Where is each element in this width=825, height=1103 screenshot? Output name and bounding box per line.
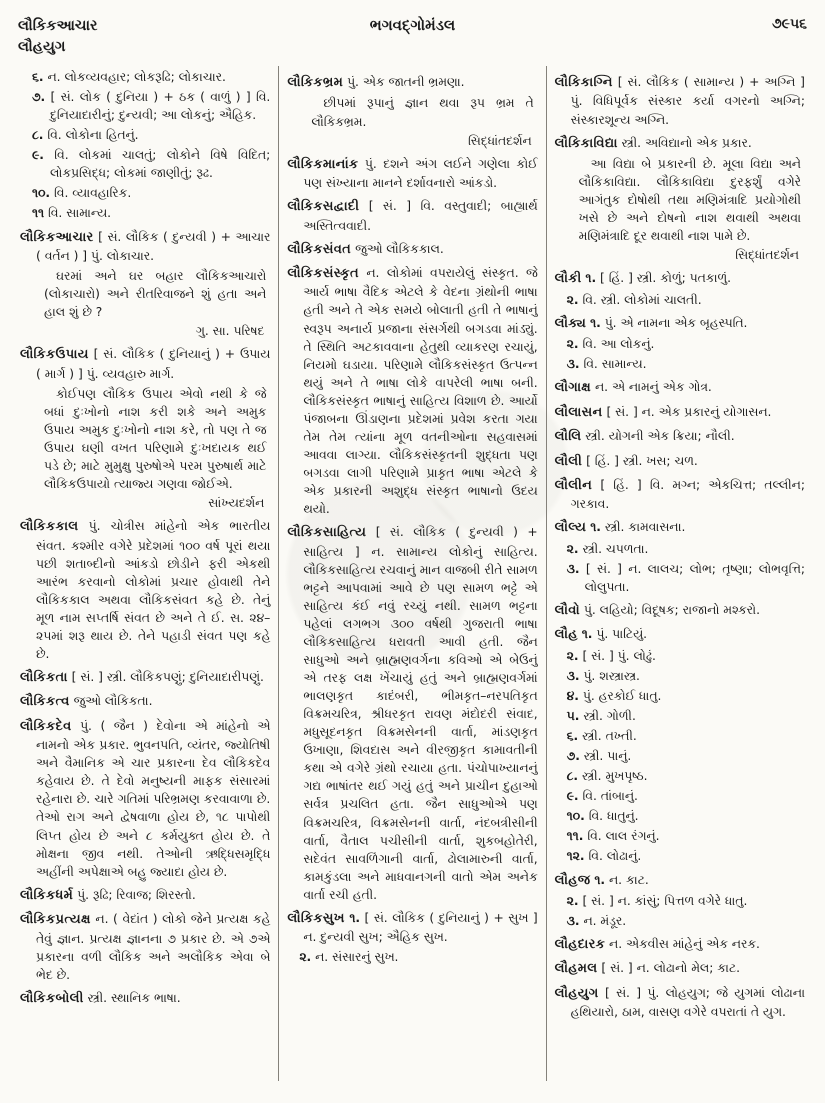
entry-text: [ સં. ] ન. એક પ્રકારનું યોગાસન. xyxy=(606,404,772,419)
dictionary-entry xyxy=(555,427,805,446)
dictionary-entry xyxy=(20,989,270,1008)
dictionary-entry xyxy=(20,345,270,382)
dictionary-entry xyxy=(20,692,270,711)
dictionary-entry xyxy=(555,625,805,644)
sense-number: ૨. xyxy=(566,648,579,663)
entry-headword: લૌકિકકાલ xyxy=(20,519,79,535)
dictionary-entry xyxy=(555,403,805,422)
entry-headword: લૌકિકપ્રત્યક્ષ xyxy=(20,912,91,928)
quote-text: આ વિદ્યા બે પ્રકારની છે. મૂલા વિદ્યા અને લૌકિકાવિદ્યા. લૌકિકાવિદ્યા દુરફર્શું વગેરે આગંતુક દોષોથી તથા મણિમંત્રાદિ પ્રયોગોથી ખસે છે અને દોષનો નાશ થવાથી અથવા મણિમંત્રાદિ દૂર થવાથી નાશ પામે છે. xyxy=(578,156,801,244)
entry-text: [ હિં. ] સ્ત્રી. ખસ; ચળ. xyxy=(586,453,698,468)
sense-number: ૯. xyxy=(32,148,44,163)
dictionary-entry xyxy=(555,984,805,1021)
quote-line xyxy=(311,94,533,130)
entry-text: પું. દશને અંગ લઈને ગણેલા કોઈ પણ સંખ્યાના માનને દર્શાવનારો આંકડો. xyxy=(303,156,538,191)
text-columns xyxy=(12,66,813,1081)
entry-text: [ સં. ] ન. લોઢાનો મેલ; કાટ. xyxy=(601,961,741,976)
dictionary-entry xyxy=(20,517,270,663)
sense-number: ૯. xyxy=(566,789,579,804)
entry-text: સ્ત્રી. યોગની એક ક્રિયા; નૌલી. xyxy=(585,429,735,444)
sense-line xyxy=(555,335,805,353)
entry-text: વિ. લાલ રંગનું. xyxy=(587,829,660,844)
column-3 xyxy=(546,66,813,1081)
entry-headword: લૌહ xyxy=(554,627,578,643)
dictionary-entry xyxy=(20,228,270,265)
quote-line xyxy=(579,155,801,245)
dictionary-entry xyxy=(555,452,805,471)
sense-number: ૩. xyxy=(566,357,580,372)
entry-headword: લૌલી xyxy=(554,453,583,469)
dictionary-entry xyxy=(555,518,805,537)
entry-text: ન. એકવીસ માંહેનું એક નરક. xyxy=(609,937,760,952)
dictionary-entry xyxy=(20,886,270,905)
sense-line xyxy=(20,126,270,144)
entry-text: [ સં. ] પું. લોઢું. xyxy=(582,648,656,663)
entry-text: સ્ત્રી. કામવાસના. xyxy=(604,520,686,535)
sense-number: ૬. xyxy=(32,70,44,85)
book-title: ભગવદ્ગોમંડલ xyxy=(369,16,456,34)
entry-text: પું. ચોત્રીસ માંહેનો એક ભારતીય સંવત. કશ્મીર વગેરે પ્રદેશમાં ૧૦૦ વર્ષ પૂરાં થયા પછી શતાબ્દીનો આંકડો છોડીને ફરી એકથી આરંભ કરવાનો લોકોમાં પ્રચાર હોવાથી તેને લૌકિકકાલ અથવા લૌકિકસંવત કહે છે. તેનું મૂળ નામ સપ્તર્ષિ સંવત છે અને તે ઈ. સ. ૨૪–૨૫માં શરૂ થાય છે. તેને પહાડી સંવત પણ કહે છે. xyxy=(36,519,271,661)
sense-number: ૧૧ xyxy=(32,206,45,221)
entry-headword: લૌકિકઆચાર xyxy=(20,229,94,245)
attribution-line xyxy=(555,246,799,264)
sense-line xyxy=(555,787,805,805)
sense-line xyxy=(555,747,805,765)
entry-text: [ સં. લૌકિક ( દુન્યવી ) + આચાર ( વર્તન ) ] પું. લોકાચાર. xyxy=(36,229,271,263)
dictionary-entry xyxy=(20,668,270,687)
entry-headword: લૌકિકસંસ્કૃત xyxy=(287,265,359,281)
entry-text: સ્ત્રી. અવિદ્યાનો એક પ્રકાર. xyxy=(621,135,752,150)
sense-line xyxy=(555,807,805,825)
sense-line xyxy=(555,847,805,865)
sense-number: ૧. xyxy=(590,520,601,535)
dictionary-entry xyxy=(555,935,805,954)
dictionary-entry xyxy=(555,314,805,333)
sense-line xyxy=(20,184,270,202)
dictionary-entry xyxy=(287,197,537,234)
sense-line xyxy=(20,88,270,124)
entry-text: વિ. સામાન્ય. xyxy=(583,357,647,372)
entry-text: [ સં. ] સ્ત્રી. લૌકિકપણું; દુનિયાદારીપણું. xyxy=(71,670,264,684)
entry-text: [ હિં. ] વિ. મગ્ન; એકચિત્ત; તલ્લીન; ગરકાવ. xyxy=(570,477,805,512)
source-attribution: સિદ્ધાંતદર્શન xyxy=(467,133,532,148)
entry-headword: લૌકિકબોલી xyxy=(20,990,84,1006)
sense-number: ૧. xyxy=(585,271,597,286)
sense-line xyxy=(555,767,805,785)
sense-line xyxy=(20,68,270,86)
entry-text: વિ. ધાતુનું. xyxy=(588,809,639,824)
sense-number: ૬. xyxy=(566,729,579,744)
sense-line xyxy=(555,667,805,685)
sense-number: ૪. xyxy=(566,688,579,703)
entry-text: પું. પાટિયું. xyxy=(596,627,648,642)
entry-headword: લૌલ્ય xyxy=(554,520,587,536)
entry-headword: લૌકિકઉપાય xyxy=(20,347,89,363)
sense-number: ૨. xyxy=(566,337,579,352)
running-head-first-word: લૌકિકઆચાર xyxy=(18,18,98,34)
entry-headword: લૌગાક્ષ xyxy=(554,380,592,396)
entry-text: પું. એક જાતની ભ્રમણા. xyxy=(347,75,465,90)
entry-text: ન. લોકવ્યવહાર; લોકરૂઢિ; લોકાચાર. xyxy=(47,70,226,85)
entry-text: વિ. સ્ત્રી. લોકોમાં ચાલતી. xyxy=(582,292,702,307)
dictionary-entry xyxy=(555,269,805,288)
dictionary-entry xyxy=(555,134,805,153)
entry-text: પું. એ નામના એક બૃહસ્પતિ. xyxy=(604,315,748,330)
sense-line xyxy=(555,707,805,725)
sense-number: ૨. xyxy=(566,893,579,908)
entry-text: સ્ત્રી. મુખપૃષ્ઠ. xyxy=(582,769,648,784)
entry-text: ન. સંસારનું સુખ. xyxy=(315,950,399,965)
sense-number: ૩. xyxy=(566,914,580,928)
entry-headword: લૌકિકભ્રમ xyxy=(287,75,344,91)
sense-number: ૨. xyxy=(566,292,579,307)
sense-number: ૭. xyxy=(566,749,580,764)
sense-line xyxy=(555,827,805,845)
entry-text: [ સં. ] ન. લાલચ; લોભ; તૃષ્ણા; લોભવૃત્તિ; લોલુપતા. xyxy=(584,561,805,594)
sense-number: ૧. xyxy=(349,910,361,925)
quote-line xyxy=(44,267,266,321)
sense-number: ૮. xyxy=(32,128,44,143)
entry-headword: લૌકિકસંવત xyxy=(287,241,352,257)
entry-text: સ્ત્રી. તખ્તી. xyxy=(582,729,637,744)
dictionary-entry xyxy=(555,959,805,978)
source-attribution: સિદ્ધાંતદર્શન xyxy=(735,248,799,263)
column-1 xyxy=(12,66,278,1081)
sense-number: ૩. xyxy=(566,668,580,683)
page-number: ૭૯૫૬ xyxy=(771,16,807,32)
sense-number: ૫. xyxy=(566,709,580,724)
source-attribution: સાંખ્યદર્શન xyxy=(208,496,265,511)
dictionary-entry xyxy=(287,73,537,92)
sense-line xyxy=(287,948,537,966)
entry-text: ન. કાટ. xyxy=(609,872,649,887)
sense-line xyxy=(555,560,805,596)
entry-text: વિ. વ્યાવહારિક. xyxy=(54,186,132,201)
entry-headword: લૌક્ય xyxy=(554,315,587,331)
entry-text: જુઓ લૌકિકકાલ. xyxy=(355,241,444,256)
dictionary-entry xyxy=(555,73,805,129)
entry-headword: લૌકિકસાહિત્ય xyxy=(287,525,367,541)
quote-text: છીપમાં રૂપાનું જ્ઞાન થવા રૂપ ભ્રમ તે લૌકિકભ્રમ. xyxy=(311,96,534,129)
dictionary-entry xyxy=(20,910,270,984)
sense-line xyxy=(555,647,805,665)
entry-text: [ સં. લૌકિક ( સામાન્ય ) + અગ્નિ ] પું. વિધિપૂર્વક સંસ્કાર કર્યા વગરનો અગ્નિ; સંસ્કારશૂન્ય અગ્નિ. xyxy=(570,75,805,127)
entry-text: વિ. લોઢાનું. xyxy=(588,849,642,864)
attribution-line xyxy=(287,132,531,150)
entry-text: સ્ત્રી. પાનું. xyxy=(583,749,632,764)
entry-headword: લૌલાસન xyxy=(554,404,603,420)
sense-number: ૧. xyxy=(594,872,606,887)
quote-line xyxy=(44,385,266,493)
sense-line xyxy=(555,355,805,373)
entry-headword: લૌકિકમાનાંક xyxy=(287,156,359,172)
sense-number: ૨. xyxy=(566,541,579,556)
entry-headword: લૌહજ xyxy=(554,872,591,888)
entry-headword: લૌકિકસદ્વાદી xyxy=(287,199,360,215)
entry-text: [ સં. ] વિ. વસ્તુવાદી; બાહ્યાર્થ અસ્તિત્વવાદી. xyxy=(303,199,538,233)
entry-text: વિ. સામાન્ય. xyxy=(47,206,112,221)
sense-number: ૧. xyxy=(581,627,593,642)
entry-headword: લૌકિકત્વ xyxy=(20,694,70,710)
sense-line xyxy=(555,687,805,705)
entry-text: [ સં. લૌકિક ( દુનિયાનું ) + ઉપાય ( માર્ગ ) ] પું. વ્યવહારુ માર્ગ. xyxy=(36,347,271,381)
attribution-line xyxy=(20,322,264,340)
entry-text: પું. લહિયો; વિદૂષક; રાજાનો મશ્કરો. xyxy=(583,603,761,618)
entry-text: [ સં. લૌકિક ( દુન્યવી ) + સાહિત્ય ] ન. સામાન્ય લોકોનું સાહિત્ય. લૌકિકસાહિત્ય રચવાનું માન વાજબી રીતે સામળ ભટ્ટને આપવામાં આવે છે પણ સામળ ભટ્ટે એ સાહિત્ય કંઈ નવું રચ્યું નથી. સામળ ભટ્ટના પહેલાં લગભગ ૩૦૦ વર્ષથી ગુજરાતી ભાષા લૌકિકસાહિત્ય ધરાવતી આવી હતી. જૈન સાધુઓ અને બ્રાહ્મણવર્ગના કવિઓ એ બેઉનું એ તરફ લક્ષ ખેંચાયું હતું અને બ્રાહ્મણવર્ગમાં ભાલણકૃત કાદંબરી, ભીમકૃત–નરપતિકૃત વિક્રમચરિત્ર, શ્રીધરકૃત રાવણ મંદોદરી સંવાદ, મધુસૂદનકૃત વિક્રમસેનની વાર્તા, માંડણકૃત ઉખાણા, શિવદાસ અને વીરજીકૃત કામાવતીની કથા એ વગેરે ગ્રંથો રચાયા હતા. પંચોપાખ્યાનનું ગદ્ય ભાષાંતર થઈ ગયું હતું અને પ્રાચીન દુહાઓ સર્વત્ર પ્રચલિત હતા. જૈન સાધુઓએ પણ વિક્રમચરિત્ર, વિક્રમસેનની વાર્તા, નંદબત્રીસીની વાર્તા, વૈતાલ પચીસીની વાર્તા, શુકબહોતેરી, સદેવંત સાવળિંગાની વાર્તા, ઢોલામારુની વાર્તા, કામકુંડલા અને માધવાનગની વાતો એમ અનેક વાર્તા રચી હતી. xyxy=(303,525,538,902)
sense-line xyxy=(555,540,805,558)
entry-headword: લૌકિકતા xyxy=(20,670,68,685)
entry-text: ન. ( વેદાંત ) લોકો જેને પ્રત્યક્ષ કહે તેવું જ્ઞાન. પ્રત્યક્ષ જ્ઞાનના ૭ પ્રકાર છે. એ ૭એ પ્રકારના વળી લૌકિક અને અલૌકિક એવા બે ભેદ છે. xyxy=(36,912,271,982)
dictionary-entry xyxy=(20,717,270,881)
entry-headword: લૌલિ xyxy=(554,429,582,445)
dictionary-entry xyxy=(287,264,537,518)
sense-number: ૧૧. xyxy=(566,829,584,844)
entry-text: સ્ત્રી. ગોળી. xyxy=(583,709,636,724)
sense-number: ૧૦. xyxy=(32,186,51,201)
entry-headword: લૌહયુગ xyxy=(554,985,599,1001)
entry-headword: લૌકી xyxy=(554,271,582,287)
sense-number: ૩. xyxy=(566,561,580,576)
entry-text: [ સં. લોક ( દુનિયા ) + ઠક ( વાળું ) ] વિ. દુનિયાદારીનું; દુન્યવી; આ લોકનું; ઐહિક. xyxy=(50,90,271,123)
sense-number: ૧. xyxy=(590,315,601,330)
entry-text: ન. લોકોમાં વપરાયેલું સંસ્કૃત. જે આર્ય ભાષા વૈદિક એટલે કે વેદના ગ્રંથોની ભાષા હતી અને તે એક સમયે બોલાતી હતી તે ભાષાનું સ્વરૂપ અનાર્ય પ્રજાના સંસર્ગથી બગડવા માંડ્યું. તે સ્થિતિ અટકાવવાના હેતુથી વ્યાકરણ રચાયું, નિયમો ઘડાયા. પરિણામે લૌકિકસંસ્કૃત ઉત્પન્ન થયું અને તે ભાષા લોકે વાપરેલી ભાષા બની. લૌકિકસંસ્કૃત ભાષાનું સાહિત્ય વિશાળ છે. આર્યો પંજાબના ઊંડાણના પ્રદેશમાં પ્રવેશ કરતા ગયા તેમ તેમ ત્યાંના મૂળ વતનીઓના સહવાસમાં આવવા લાગ્યા. લૌકિકસંસ્કૃતની શુદ્ધતા પણ બગડવા લાગી પરિણામે પ્રાકૃત ભાષા એટલે કે એક પ્રકારની અશુદ્ધ સંસ્કૃત ભાષાનો ઉદય થયો. xyxy=(303,265,538,517)
sense-number: ૧૨. xyxy=(566,849,585,864)
entry-text: સ્ત્રી. સ્થાનિક ભાષા. xyxy=(87,990,181,1005)
dictionary-entry xyxy=(555,476,805,513)
dictionary-entry xyxy=(287,909,537,946)
entry-headword: લૌકિકદેવ xyxy=(20,718,72,734)
dictionary-entry xyxy=(287,523,537,904)
entry-text: ન. એ નામનું એક ગોત્ર. xyxy=(594,380,712,395)
entry-text: [ સં. લૌકિક ( દુનિયાનું ) + સુખ ] ન. દુન્યવી સુખ; ઐહિક સુખ. xyxy=(303,910,538,945)
entry-text: પું. ( જૈન ) દેવોના એ માંહેનો એ નામનો એક પ્રકાર. ભુવનપતિ, વ્યંતર, જ્યોતિષી અને વૈમાનિક એ ચાર પ્રકારના દેવ લૌકિકદેવ કહેવાય છે. તે દેવો મનુષ્યની માફક સંસારમાં રહેનારા છે. ચારે ગતિમાં પરિભ્રમણ કરવાવાળા છે. તેઓ રાગ અને દ્વેષવાળા હોય છે, ૧૮ પાપોથી લિપ્ત હોય છે અને ૮ કર્મયુક્ત હોય છે. તે મોક્ષના જીવ નથી. તેઓની ઋદ્ધિસમૃદ્ધિ અહીંની અપેક્ષાએ બહુ જ્યાદા હોય છે. xyxy=(36,718,271,879)
running-head-left xyxy=(18,16,370,58)
entry-text: પું. હરકોઈ ધાતુ. xyxy=(582,688,662,703)
entry-headword: લૌકિકસુખ xyxy=(287,910,345,926)
sense-number: ૨. xyxy=(299,950,312,965)
entry-text: પું. રૂઢિ; રિવાજ; શિરસ્તો. xyxy=(77,887,196,902)
sense-number: ૮. xyxy=(566,769,579,784)
entry-headword: લૌલીન xyxy=(554,477,593,493)
sense-line xyxy=(20,204,270,222)
dictionary-entry xyxy=(555,871,805,890)
quote-text: ઘરમાં અને ઘર બહાર લૌકિકઆચારો (લોકાચારો) અને રીતરિવાજને શું હતા અને હાલ શું છે ? xyxy=(44,269,267,320)
sense-number: ૧૦. xyxy=(566,809,585,824)
sense-line xyxy=(555,912,805,930)
entry-text: જુઓ લૌકિકતા. xyxy=(73,694,153,709)
source-attribution: ગુ. સા. પરિષદ xyxy=(195,324,265,339)
sense-number: ૭. xyxy=(32,90,46,105)
sense-line xyxy=(20,146,270,182)
entry-headword: લૌકિકાગ્નિ xyxy=(554,75,613,91)
dictionary-entry xyxy=(287,155,537,192)
entry-text: વિ. લોકોના હિતનું. xyxy=(47,128,139,143)
entry-headword: લૌહદારક xyxy=(554,937,606,953)
sense-line xyxy=(555,727,805,745)
running-head-last-word: લૌહયુગ xyxy=(18,39,66,56)
entry-headword: લૌકિકધર્મ xyxy=(20,887,74,903)
sense-line xyxy=(555,291,805,309)
attribution-line xyxy=(20,494,264,512)
entry-text: [ સં. ] પું. લોહયુગ; જે યુગમાં લોઢાના હથિયારો, ઠામ, વાસણ વગેરે વપરાતાં તે યુગ. xyxy=(570,985,805,1020)
entry-headword: લૌકિકાવિદ્યા xyxy=(554,135,618,151)
sense-line xyxy=(555,892,805,910)
entry-text: ન. મંડૂર. xyxy=(583,914,627,928)
page-header xyxy=(12,16,813,58)
entry-headword: લૌવો xyxy=(554,603,580,619)
entry-text: વિ. લોકમાં ચાલતું; લોકોને વિષે વિદિત; લોકપ્રસિદ્ધ; લોકમાં જાણીતું; રૂઢ. xyxy=(50,148,271,181)
entry-text: પું. શસ્ત્રાસ્ત્ર. xyxy=(583,668,640,683)
entry-headword: લૌહમલ xyxy=(554,961,598,977)
entry-text: [ હિં. ] સ્ત્રી. કોળું; પતકાળું. xyxy=(600,271,731,286)
entry-text: વિ. આ લોકનું. xyxy=(582,337,655,352)
entry-text: વિ. તાંબાનું. xyxy=(582,789,638,804)
entry-text: [ સં. ] ન. કાંસું; પિત્તળ વગેરે ધાતુ. xyxy=(582,893,748,908)
dictionary-entry xyxy=(287,240,537,259)
dictionary-entry xyxy=(555,378,805,397)
entry-text: સ્ત્રી. ચપળતા. xyxy=(582,541,649,556)
quote-text: કોઈપણ લૌકિક ઉપાય એવો નથી કે જે બધાં દુઃખોનો નાશ કરી શકે અને અમુક ઉપાય અમુક દુઃખોનો નાશ કરે, તો પણ તે જ ઉપાય ઘણી વખત પરિણામે દુઃખદાયક થઈ પડે છે; માટે મુમુક્ષુ પુરુષોએ પરમ પુરુષાર્થ માટે લૌકિકઉપાયો ત્યાજ્ય ગણવા જોઈએ. xyxy=(44,386,267,492)
dictionary-entry xyxy=(555,601,805,620)
column-2 xyxy=(278,66,545,1081)
